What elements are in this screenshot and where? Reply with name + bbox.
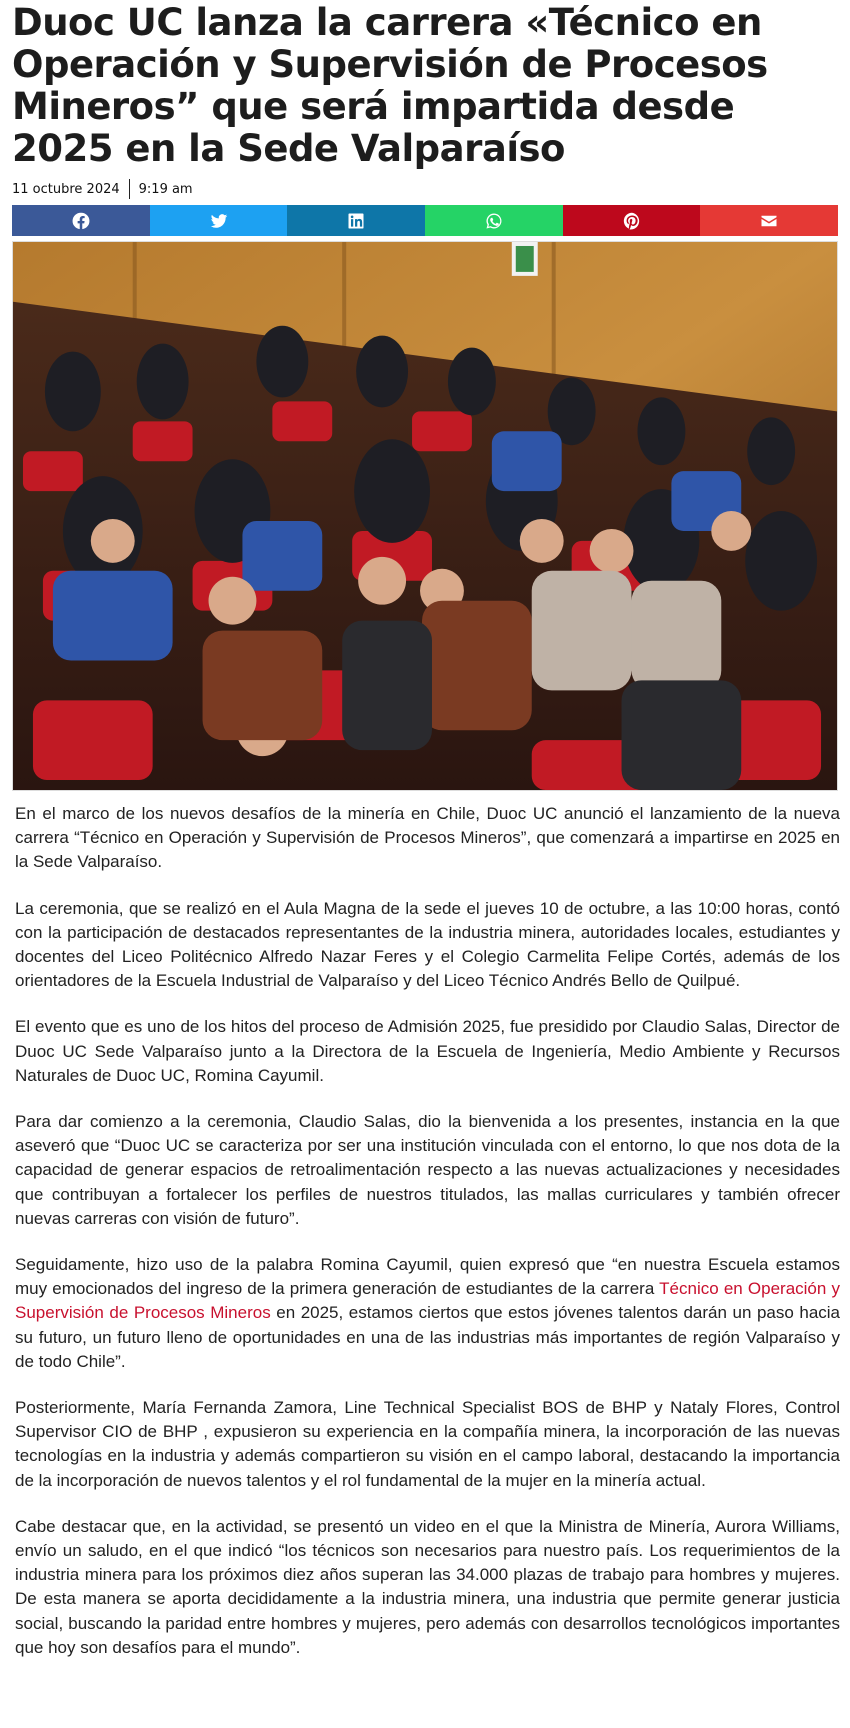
share-facebook-button[interactable]	[12, 205, 150, 236]
share-linkedin-button[interactable]	[287, 205, 425, 236]
article-title: Duoc UC lanza la carrera «Técnico en Operación y Supervisión de Procesos Mineros” que será impartida desde 2025 en la Sede Valparaíso	[12, 1, 768, 170]
paragraph: Cabe destacar que, en la actividad, se presentó un video en el que la Ministra de Minería, Aurora Williams, envío un saludo, en el que indicó “los técnicos son necesarios para nuestro país. Los requerimientos de la industria minera para los próximos diez años superan las 34.000 plazas de trabajo para hombres y mujeres. De esta manera se aporta decididamente a la industria minera, una industria que permite generar justicia social, buscando la paridad entre hombres y mujeres, pero además con desarrollos tecnológicos importantes que hoy son desafíos para el mundo”.	[15, 1516, 840, 1657]
share-twitter-button[interactable]	[150, 205, 288, 236]
audience-photo	[12, 241, 838, 791]
paragraph	[15, 1253, 840, 1374]
career-link[interactable]: Técnico en Operación y Supervisión de Procesos Mineros	[15, 1279, 840, 1323]
paragraph: Para dar comienzo a la ceremonia, Claudio Salas, dio la bienvenida a los presentes, instancia en la que aseveró que “Duoc UC se caracteriza por ser una institución vinculada con el entorno, lo que nos dota de la capacidad de generar espacios de retroalimentación respecto a las nuevas actualizaciones y necesidades que contribuyan a fortalecer los perfiles de nuestros titulados, las mallas curriculares y también ofrecer nuevas carreras con visión de futuro”.	[15, 1112, 840, 1228]
paragraph: Posteriormente, María Fernanda Zamora, Line Technical Specialist BOS de BHP y Nataly Flores, Control Supervisor CIO de BHP , expusieron su experiencia en la compañía minera, la incorporación de las nuevas tecnologías en la industria y además compartieron su visión en el campo laboral, destacando la importancia de la incorporación de nuevos talentos y el rol fundamental de la mujer en la minería actual.	[15, 1398, 840, 1490]
pinterest-icon	[623, 212, 641, 230]
share-whatsapp-button[interactable]	[425, 205, 563, 236]
whatsapp-icon	[485, 212, 503, 230]
article-header	[12, 0, 838, 791]
linkedin-icon	[347, 212, 365, 230]
paragraph: La ceremonia, que se realizó en el Aula Magna de la sede el jueves 10 de octubre, a las 10:00 horas, contó con la participación de destacados representantes de la industria minera, autoridades locales, estudiantes y docentes del Liceo Politécnico Alfredo Nazar Feres y el Colegio Carmelita Felipe Cortés, además de los orientadores de la Escuela Industrial de Valparaíso y del Liceo Técnico Andrés Bello de Quilpué.	[15, 898, 840, 991]
share-bar	[12, 205, 838, 236]
publish-date: 11 octubre 2024	[12, 181, 120, 197]
share-pinterest-button[interactable]	[563, 205, 701, 236]
facebook-icon	[72, 212, 90, 230]
paragraph: El evento que es uno de los hitos del proceso de Admisión 2025, fue presidido por Claudio Salas, Director de Duoc UC Sede Valparaíso junto a la Directora de la Escuela de Ingeniería, Medio Ambiente y Recursos Naturales de Duoc UC, Romina Cayumil.	[15, 1017, 840, 1085]
audience-photo-illustration	[13, 242, 837, 790]
paragraph-text: en 2025, estamos ciertos que estos jóvenes talentos darán un paso hacia su futuro, un futuro lleno de oportunidades en una de las industrias más importantes de región Valparaíso y de todo Chile”.	[15, 1303, 841, 1371]
article-meta	[12, 178, 838, 200]
paragraph: En el marco de los nuevos desafíos de la minería en Chile, Duoc UC anunció el lanzamiento de la nueva carrera “Técnico en Operación y Supervisión de Procesos Mineros”, que comenzará a impartirse en 2025 en la Sede Valparaíso.	[15, 804, 840, 872]
email-icon	[760, 212, 778, 230]
publish-time: 9:19 am	[138, 181, 193, 197]
share-email-button[interactable]	[700, 205, 838, 236]
paragraph-text: Seguidamente, hizo uso de la palabra Romina Cayumil, quien expresó que “en nuestra Escuela estamos muy emocionados del ingreso de la primera generación de estudiantes de la carrera	[15, 1255, 840, 1299]
article-body	[15, 802, 840, 1682]
twitter-icon	[210, 212, 228, 230]
